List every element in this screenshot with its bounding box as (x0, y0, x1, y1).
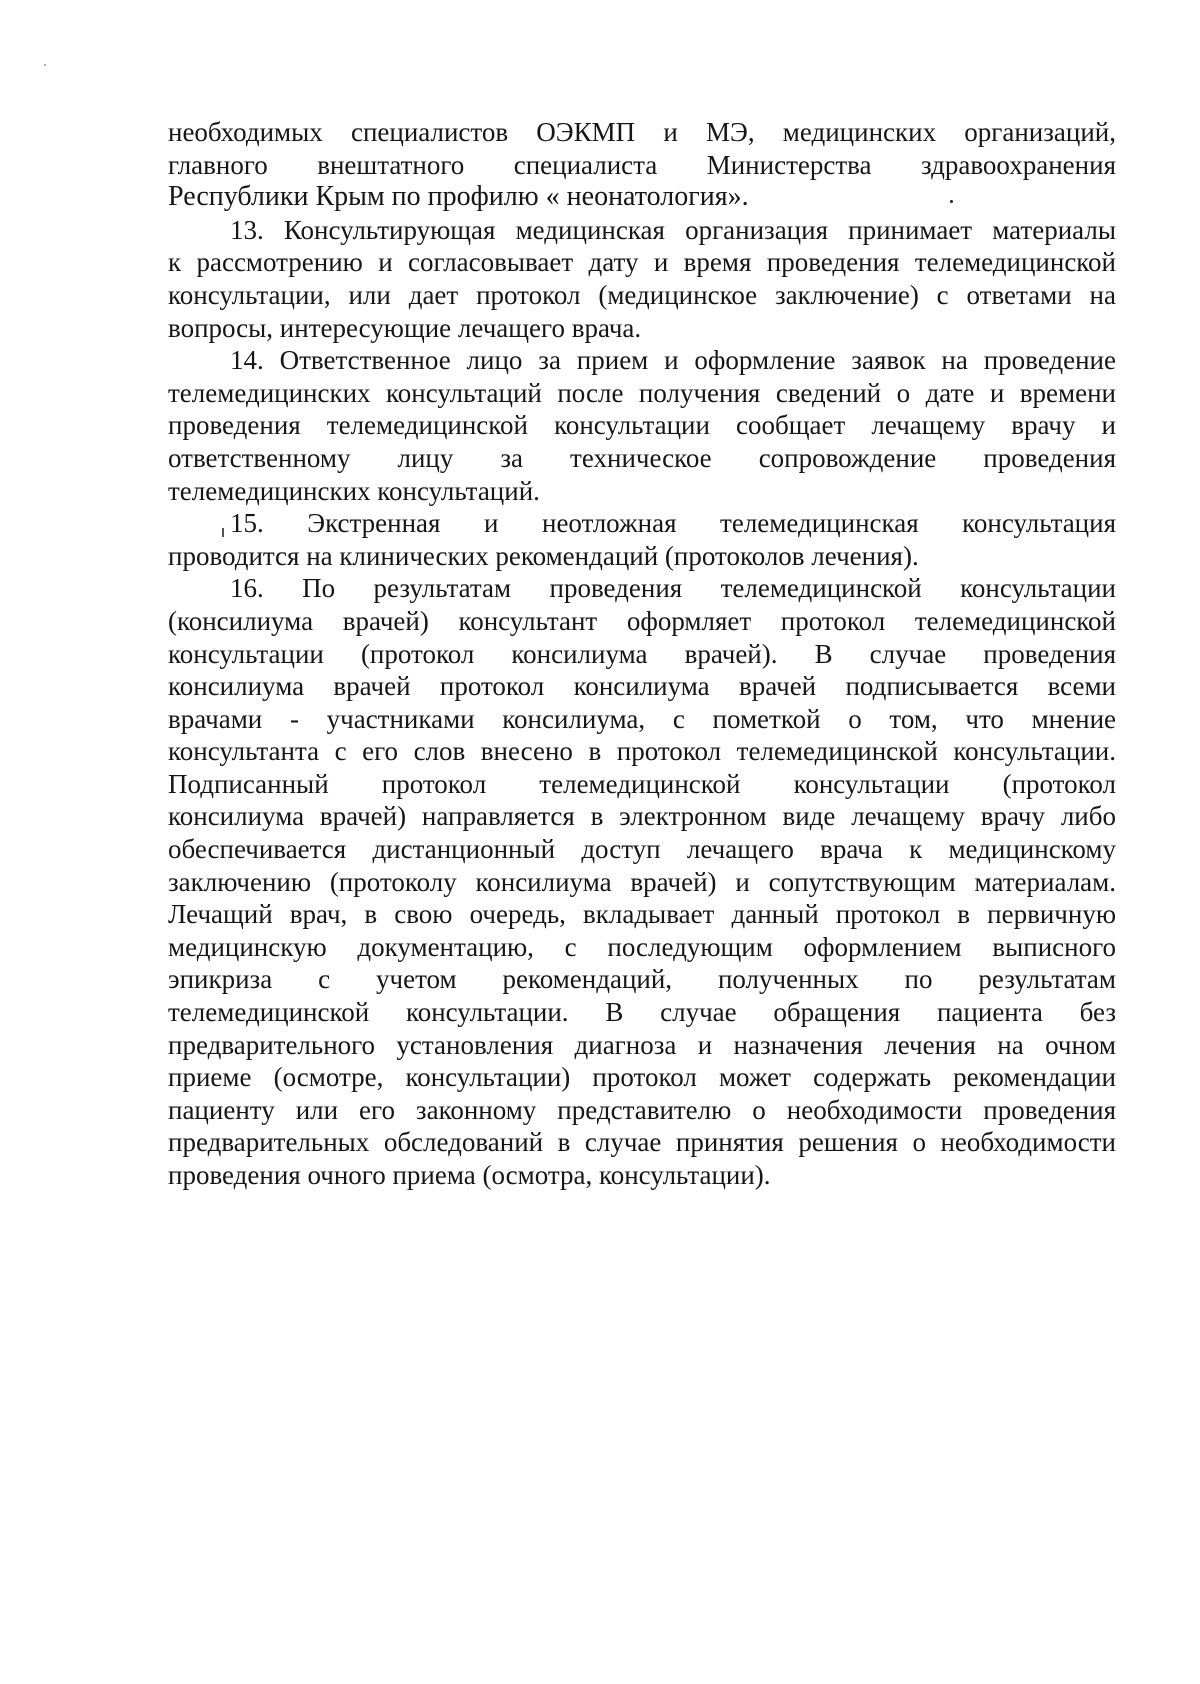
text-line: ответственному лицу за техническое сопровождение проведения (168, 442, 1116, 473)
text-line: (консилиума врачей) консультант оформляет протокол телемедицинской (168, 605, 1116, 636)
text-line: Подписанный протокол телемедицинской консультации (протокол (168, 768, 1116, 799)
text-line: телемедицинских консультаций после получения сведений о дате и времени (168, 377, 1116, 408)
text-line: врачами - участниками консилиума, с пометкой о том, что мнение (168, 703, 1116, 734)
paragraph-12-continuation (168, 116, 1116, 214)
text-line: телемедицинской консультации. В случае обращения пациента без (168, 997, 1116, 1028)
scan-dot-artifact (44, 64, 46, 66)
text-line: проведения очного приема (осмотра, консультации). (168, 1160, 771, 1190)
text-line: консилиума врачей протокол консилиума врачей подписывается всеми (168, 671, 1116, 702)
paragraph-13 (168, 214, 1116, 344)
text-line: телемедицинских консультаций. (168, 475, 540, 506)
text-line: 14. Ответственное лицо за прием и оформление заявок на проведение (230, 345, 1116, 376)
text-line: 16. По результатам проведения телемедицинской консультации (230, 573, 1116, 604)
text-line: заключению (протоколу консилиума врачей) и сопутствующим материалам. (168, 866, 1116, 897)
text-line: Лечащий врач, в свою очередь, вкладывает данный протокол в первичную (168, 899, 1116, 930)
text-line: главного внештатного специалиста Министерства здравоохранения (168, 149, 1116, 180)
text-line: эпикриза с учетом рекомендаций, полученных по результатам (168, 964, 1116, 995)
text-line: консультанта с его слов внесено в протокол телемедицинской консультации. (168, 736, 1116, 767)
text-line: 13. Консультирующая медицинская организация принимает материалы (230, 214, 1116, 245)
text-line: проведения телемедицинской консультации сообщает лечащему врачу и (168, 410, 1116, 441)
text-line: Республики Крым по профилю « неонатология». (168, 181, 749, 213)
paragraph-14 (168, 344, 1116, 507)
text-line: пациенту или его законному представителю о необходимости проведения (168, 1094, 1116, 1125)
document-body (168, 116, 1116, 1192)
text-line: 15. Экстренная и неотложная телемедицинская консультация (230, 508, 1116, 539)
text-line: проводится на клинических рекомендаций (протоколов лечения). (168, 540, 919, 571)
paragraph-16 (168, 572, 1116, 1191)
text-line: предварительных обследований в случае принятия решения о необходимости (168, 1127, 1116, 1158)
text-line: необходимых специалистов ОЭКМП и МЭ, медицинских организаций, (168, 117, 1116, 147)
text-line: предварительного установления диагноза и назначения лечения на очном (168, 1029, 1116, 1060)
text-line: консилиума врачей) направляется в электронном виде лечащему врачу либо (168, 801, 1116, 832)
text-line: обеспечивается дистанционный доступ лечащего врача к медицинскому (168, 834, 1116, 865)
text-line: консультации, или дает протокол (медицинское заключение) с ответами на (168, 279, 1116, 310)
text-line: медицинскую документацию, с последующим оформлением выписного (168, 931, 1116, 962)
text-line: вопросы, интересующие лечащего врача. (168, 312, 642, 343)
text-line: к рассмотрению и согласовывает дату и время проведения телемедицинской (168, 247, 1116, 278)
text-line: приеме (осмотре, консультации) протокол может содержать рекомендации (168, 1062, 1116, 1093)
text-line: консультации (протокол консилиума врачей). В случае проведения (168, 638, 1116, 669)
paragraph-15 (168, 507, 1116, 572)
